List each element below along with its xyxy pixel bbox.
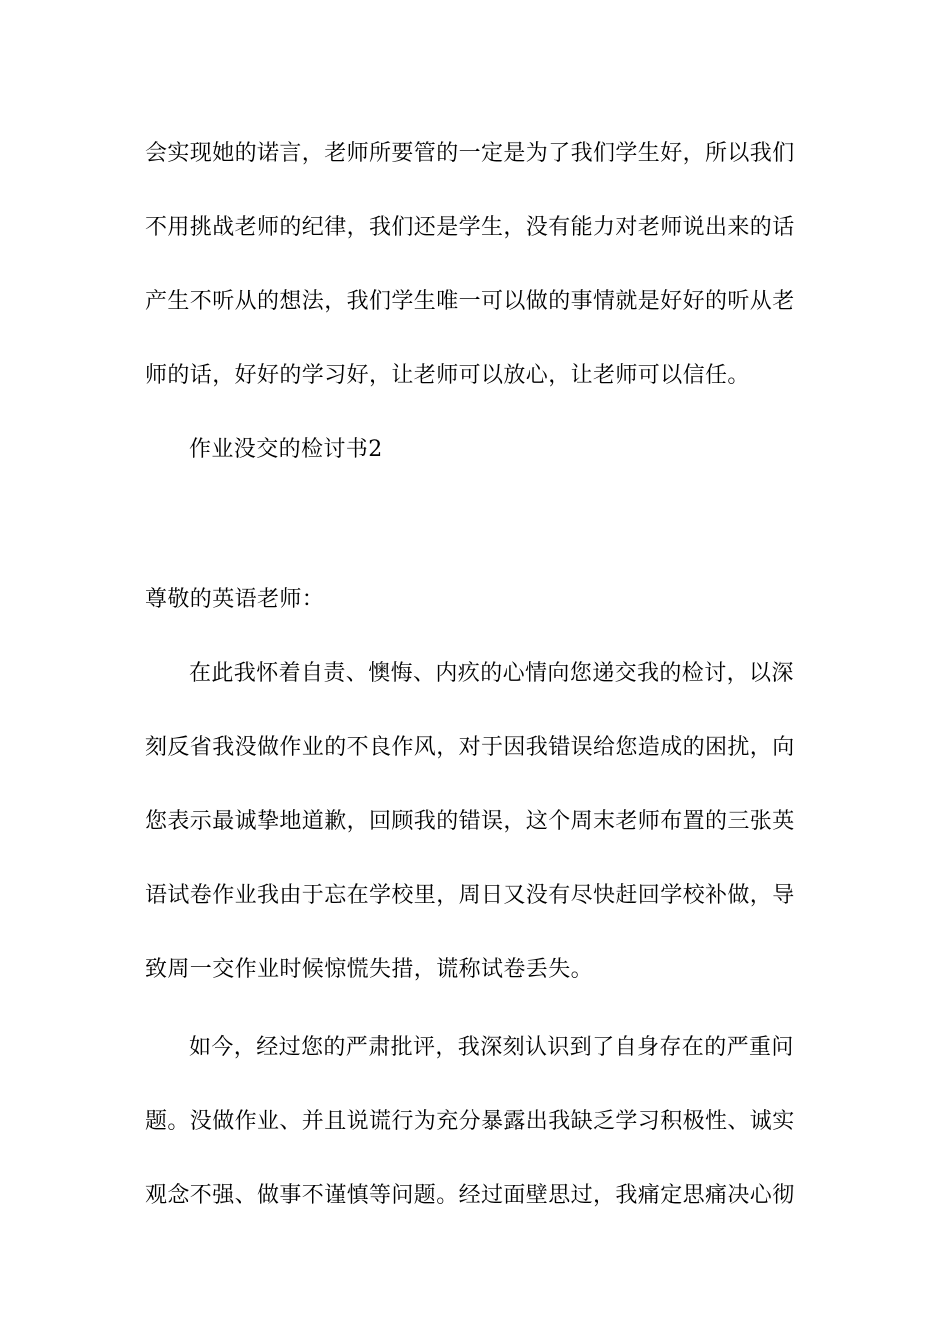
paragraph-line: 您表示最诚挚地道歉，回顾我的错误，这个周末老师布置的三张英: [145, 809, 795, 834]
paragraph-line: 师的话，好好的学习好，让老师可以放心，让老师可以信任。: [145, 363, 750, 388]
paragraph-line: 观念不强、做事不谨慎等问题。经过面壁思过，我痛定思痛决心彻: [145, 1183, 795, 1208]
paragraph-line: 语试卷作业我由于忘在学校里，周日又没有尽快赶回学校补做，导: [145, 883, 795, 908]
salutation: 尊敬的英语老师：: [145, 587, 325, 612]
paragraph-line: 会实现她的诺言，老师所要管的一定是为了我们学生好，所以我们: [145, 141, 795, 166]
paragraph-line: 刻反省我没做作业的不良作风，对于因我错误给您造成的困扰，向: [145, 735, 795, 760]
paragraph-line: 如今，经过您的严肃批评，我深刻认识到了自身存在的严重问: [189, 1035, 794, 1060]
paragraph-line: 产生不听从的想法，我们学生唯一可以做的事情就是好好的听从老: [145, 289, 795, 314]
paragraph-line: 致周一交作业时候惊慌失措，谎称试卷丢失。: [145, 957, 594, 982]
section-heading: 作业没交的检讨书2: [189, 437, 383, 462]
paragraph-line: 题。没做作业、并且说谎行为充分暴露出我缺乏学习积极性、诚实: [145, 1109, 795, 1134]
paragraph-line: 在此我怀着自责、懊悔、内疚的心情向您递交我的检讨，以深: [189, 661, 794, 686]
paragraph-line: 不用挑战老师的纪律，我们还是学生，没有能力对老师说出来的话: [145, 215, 795, 240]
